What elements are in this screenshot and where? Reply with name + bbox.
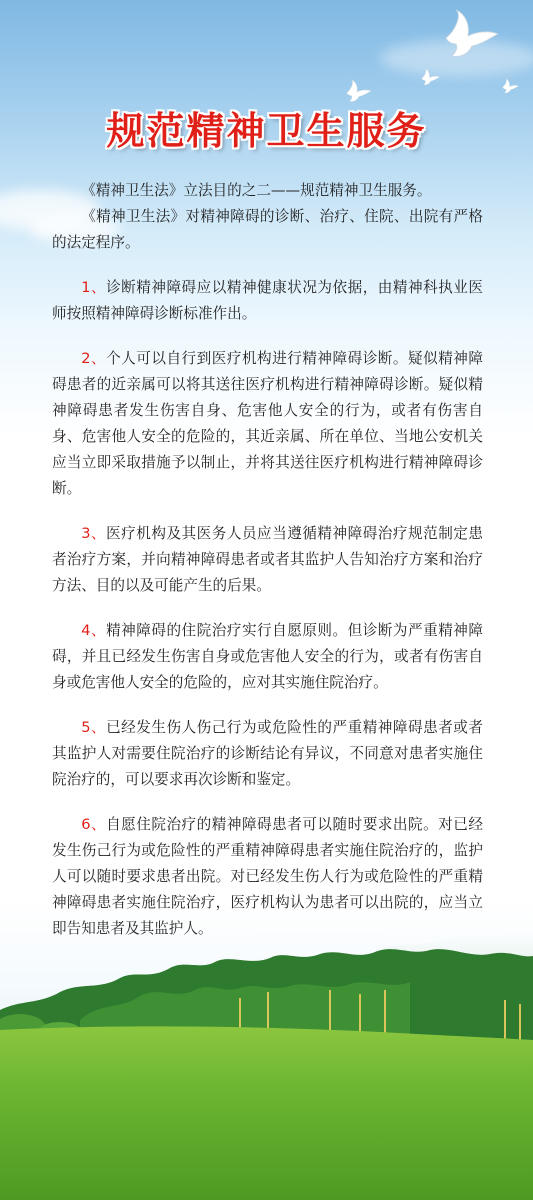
list-item	[52, 521, 483, 599]
item-number: 5、	[81, 719, 107, 736]
intro-line: 《精神卫生法》对精神障碍的诊断、治疗、住院、出院有严格的法定程序。	[52, 208, 483, 251]
list-item	[52, 715, 483, 793]
item-text: 已经发生伤人伤己行为或危险性的严重精神障碍患者或者其监护人对需要住院治疗的诊断结论有异议，不同意对患者实施住院治疗的，可以要求再次诊断和鉴定。	[52, 719, 483, 788]
list-item	[52, 346, 483, 502]
item-number: 3、	[81, 525, 107, 542]
dove-icon	[418, 68, 442, 86]
item-number: 6、	[81, 816, 107, 833]
item-text: 精神障碍的住院治疗实行自愿原则。但诊断为严重精神障碍，并且已经发生伤害自身或危害他人安全的行为，或者有伤害自身或危害他人安全的危险的，应对其实施住院治疗。	[52, 622, 483, 691]
item-text: 诊断精神障碍应以精神健康状况为依据，由精神科执业医师按照精神障碍诊断标准作出。	[52, 279, 483, 322]
item-number: 4、	[81, 622, 107, 639]
item-number: 2、	[81, 350, 107, 367]
landscape	[0, 920, 533, 1200]
item-text: 个人可以自行到医疗机构进行精神障碍诊断。疑似精神障碍患者的近亲属可以将其送往医疗机构进行精神障碍诊断。疑似精神障碍患者发生伤害自身、危害他人安全的行为，或者有伤害自身、危害他人安全的危险的，其近亲属、所在单位、当地公安机关应当立即采取措施予以制止，并将其送往医疗机构进行精神障碍诊断。	[52, 350, 483, 497]
dove-icon	[500, 78, 520, 94]
item-text: 自愿住院治疗的精神障碍患者可以随时要求出院。对已经发生伤己行为或危险性的严重精神障碍患者实施住院治疗的，监护人可以随时要求患者出院。对已经发生伤人行为或危险性的严重精神障碍患者实施住院治疗，医疗机构认为患者可以出院的，应当立即告知患者及其监护人。	[52, 816, 483, 937]
list-item	[52, 618, 483, 696]
poster-title: 规范精神卫生服务	[106, 109, 427, 153]
intro-line: 《精神卫生法》立法目的之二——规范精神卫生服务。	[81, 182, 432, 199]
dove-icon	[438, 8, 502, 60]
item-text: 医疗机构及其医务人员应当遵循精神障碍治疗规范制定患者治疗方案，并向精神障碍患者或者其监护人告知治疗方案和治疗方法、目的以及可能产生的后果。	[52, 525, 483, 594]
grass-field	[0, 1026, 533, 1200]
list-item	[52, 275, 483, 327]
content	[52, 178, 483, 942]
item-number: 1、	[81, 279, 107, 296]
